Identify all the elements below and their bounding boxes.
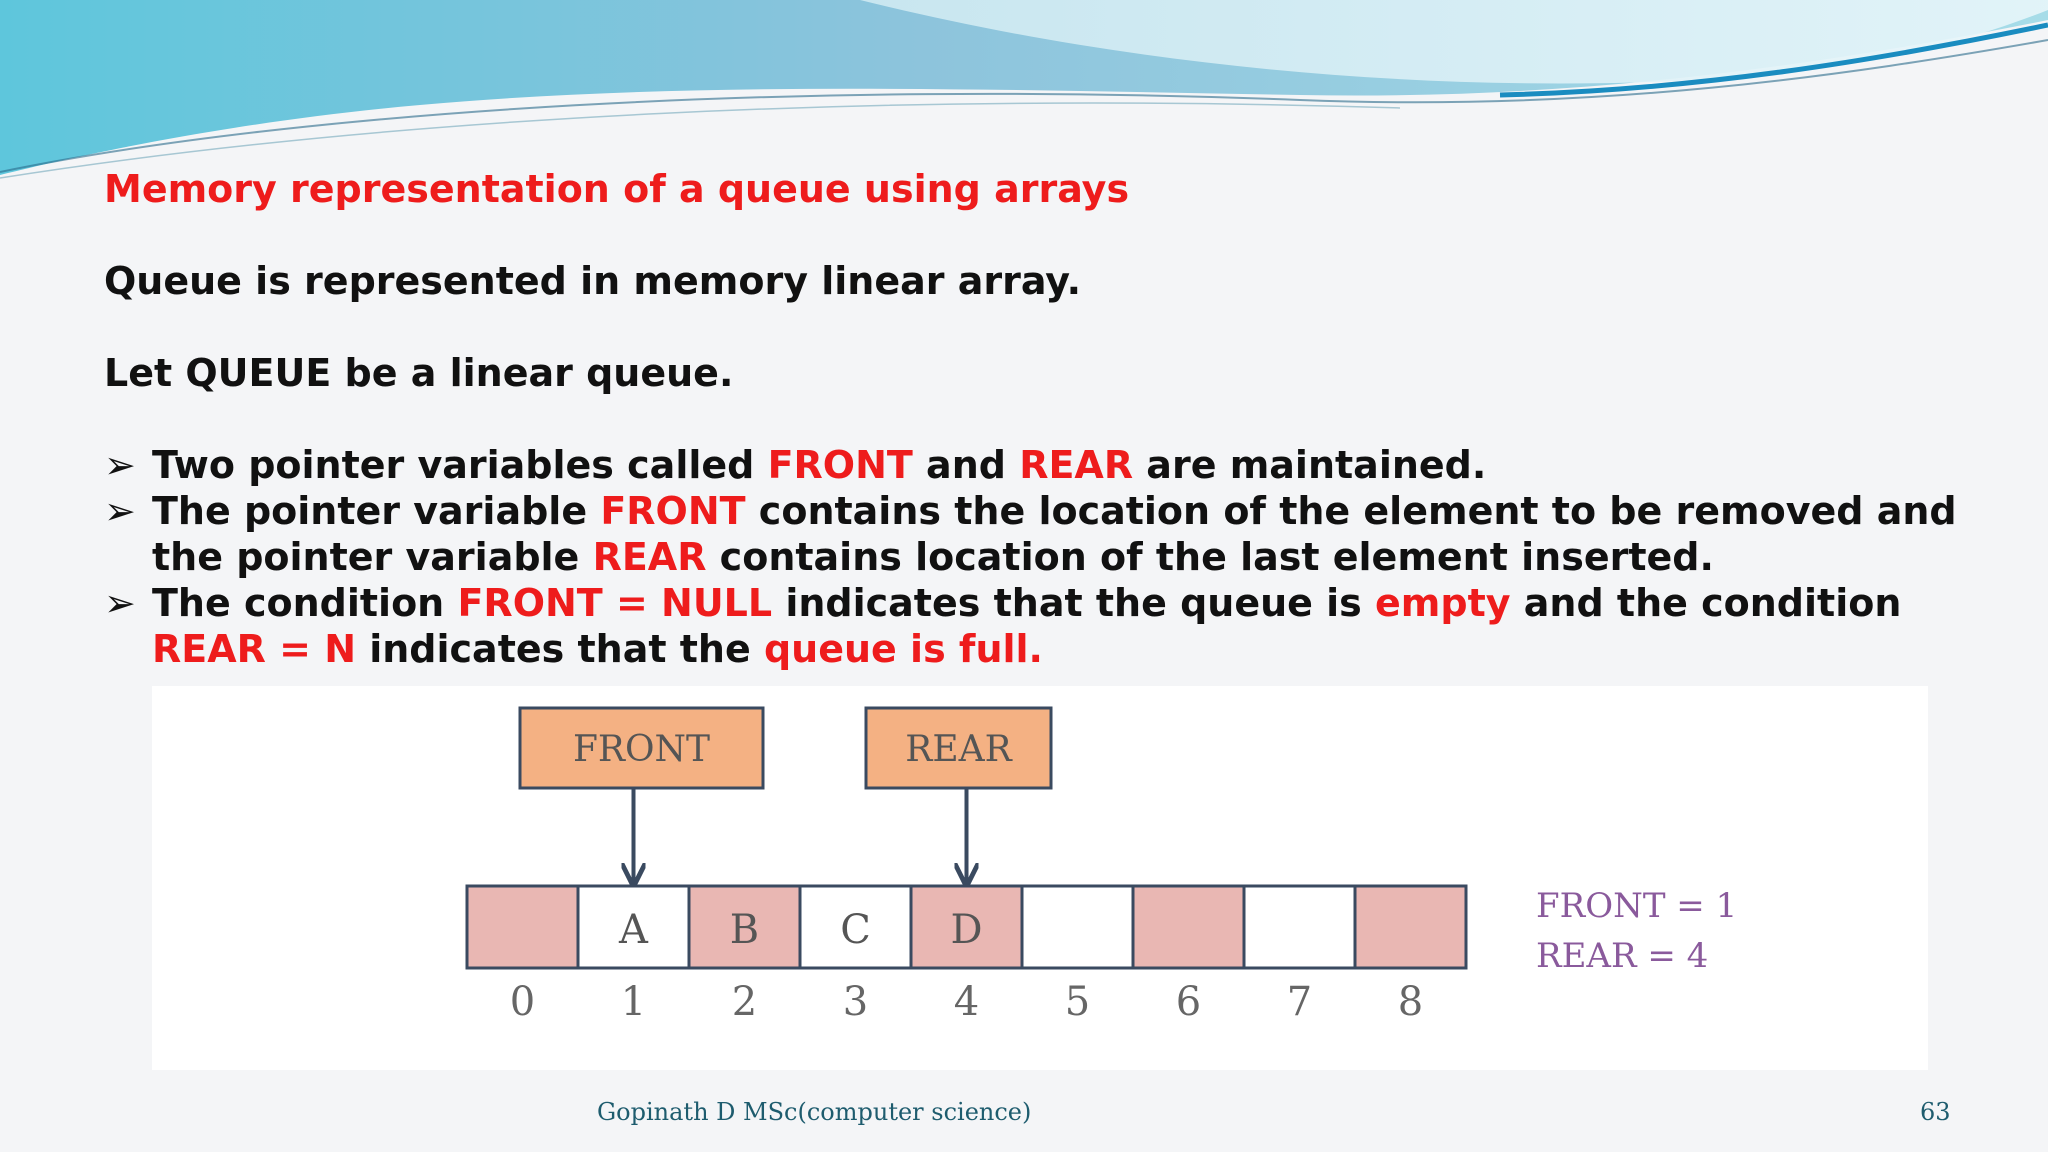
highlight-text: REAR xyxy=(592,535,707,579)
bullet-text: The pointer variable xyxy=(152,489,601,533)
bullet-item xyxy=(104,580,1984,672)
bullet-text: contains location of the last element inserted. xyxy=(706,535,1714,579)
bullet-arrow-icon: ➢ xyxy=(104,489,136,533)
front-pointer-label: FRONT xyxy=(572,729,711,770)
cell-value: B xyxy=(729,907,760,953)
bullet-item xyxy=(104,442,1984,488)
bullet-item xyxy=(104,488,1984,580)
bullet-arrow-icon: ➢ xyxy=(104,443,136,487)
cell-index: 5 xyxy=(1064,979,1091,1025)
bullet-text: are maintained. xyxy=(1133,443,1487,487)
highlight-text: FRONT xyxy=(600,489,746,533)
highlight-text: REAR = N xyxy=(152,627,356,671)
cell-value: C xyxy=(840,907,871,953)
bullet-text: Two pointer variables called xyxy=(152,443,768,487)
highlight-text: REAR xyxy=(1019,443,1134,487)
cell-index: 0 xyxy=(509,979,536,1025)
cell-index: 4 xyxy=(953,979,980,1025)
slide-title: Memory representation of a queue using arrays xyxy=(104,167,1130,211)
bullet-text: contains the location of the element to be removed and the pointer variable xyxy=(152,489,1957,579)
page-number: 63 xyxy=(1920,1098,1951,1126)
highlight-text: empty xyxy=(1375,581,1511,625)
footer-author: Gopinath D MSc(computer science) xyxy=(597,1098,1032,1126)
bullet-text: The condition xyxy=(152,581,458,625)
bullet-text: and the condition xyxy=(1510,581,1902,625)
bullet-text: and xyxy=(912,443,1020,487)
front-equation: FRONT = 1 xyxy=(1536,886,1738,926)
bullet-arrow-icon: ➢ xyxy=(104,581,136,625)
array-cell xyxy=(1355,886,1466,968)
bullet-list xyxy=(104,442,1984,672)
highlight-text: queue is full. xyxy=(763,627,1043,671)
cell-index: 1 xyxy=(620,979,647,1025)
bullet-text: indicates that the xyxy=(356,627,764,671)
array-cell xyxy=(1244,886,1355,968)
highlight-text: FRONT = NULL xyxy=(457,581,773,625)
cell-index: 7 xyxy=(1286,979,1313,1025)
highlight-text: FRONT xyxy=(767,443,913,487)
cell-value: D xyxy=(950,907,983,953)
array-cell xyxy=(1022,886,1133,968)
rear-equation: REAR = 4 xyxy=(1536,936,1709,976)
intro-line-1: Queue is represented in memory linear array. xyxy=(104,259,1082,303)
cell-value: A xyxy=(619,907,648,953)
cell-index: 2 xyxy=(731,979,758,1025)
bullet-text: indicates that the queue is xyxy=(772,581,1376,625)
cell-index: 6 xyxy=(1175,979,1202,1025)
rear-pointer-label: REAR xyxy=(905,729,1012,770)
array-cell xyxy=(467,886,578,968)
cell-index: 3 xyxy=(842,979,869,1025)
array-cell xyxy=(1133,886,1244,968)
intro-line-2: Let QUEUE be a linear queue. xyxy=(104,351,734,395)
queue-array-diagram xyxy=(152,686,1928,1070)
cell-index: 8 xyxy=(1397,979,1424,1025)
